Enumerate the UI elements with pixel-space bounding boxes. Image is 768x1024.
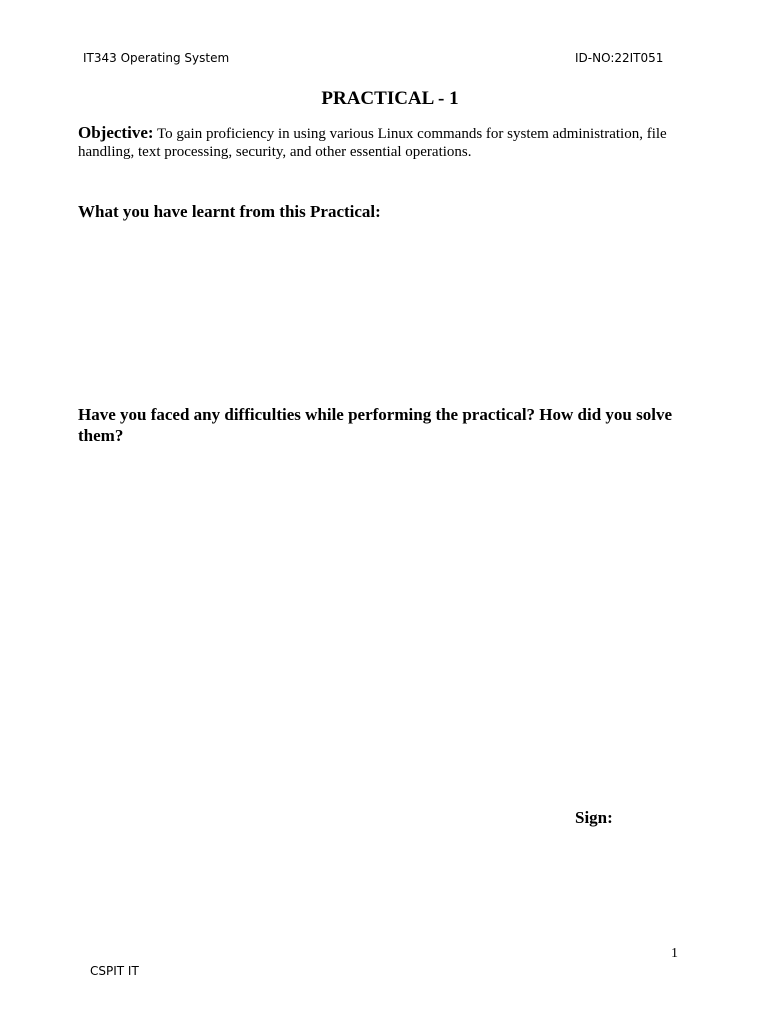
- page-title: PRACTICAL - 1: [321, 88, 459, 109]
- objective-paragraph: [78, 124, 678, 161]
- objective-label: Objective:: [78, 123, 154, 142]
- header-course-name: IT343 Operating System: [83, 51, 230, 65]
- difficulties-question-heading: Have you faced any difficulties while performing the practical? How did you solve them?: [78, 405, 673, 445]
- page-number: 1: [671, 946, 678, 961]
- learnt-question-heading: What you have learnt from this Practical:: [78, 202, 381, 221]
- sign-label: Sign:: [575, 808, 613, 827]
- header-student-id: ID-NO:22IT051: [575, 51, 664, 65]
- objective-text: To gain proficiency in using various Linux commands for system administration, file handling, text processing, security, and other essential operations.: [78, 126, 667, 160]
- footer-institute: CSPIT IT: [90, 964, 139, 978]
